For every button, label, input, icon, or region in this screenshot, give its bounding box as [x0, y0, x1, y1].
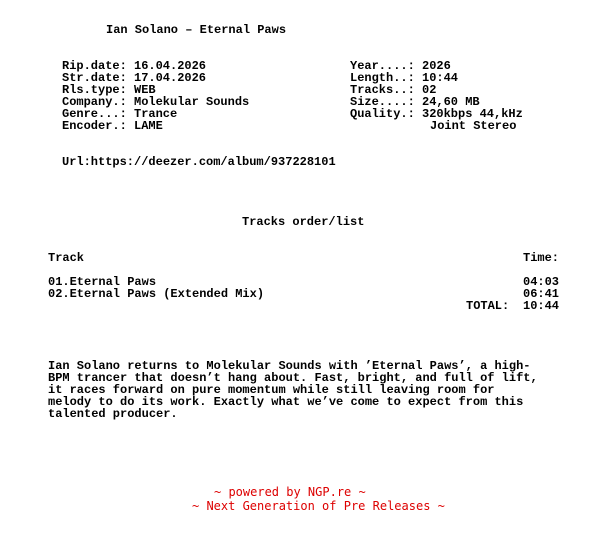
track-name: 02.Eternal Paws (Extended Mix) — [48, 287, 265, 301]
genre-label: Genre...: — [62, 107, 127, 121]
quality-value: 320kbps 44,kHz — [422, 107, 523, 121]
time-column-header: Time: — [523, 251, 560, 265]
total-time: 10:44 — [523, 299, 560, 313]
quality-extra: Joint Stereo — [430, 119, 517, 133]
length-value: 10:44 — [422, 71, 459, 85]
track-column-header: Track — [48, 251, 85, 265]
track-name: 01.Eternal Paws — [48, 275, 157, 289]
ripdate-label: Rip.date: — [62, 59, 127, 73]
track-time: 06:41 — [523, 287, 560, 301]
company-value: Molekular Sounds — [134, 95, 250, 109]
description-line: melody to do its work. Exactly what we’ve come to expect from this — [48, 395, 524, 409]
description-line: Ian Solano returns to Molekular Sounds with ’Eternal Paws’, a high- — [48, 359, 531, 373]
total-label: TOTAL: — [466, 299, 510, 313]
tracklist-heading: Tracks order/list — [242, 215, 365, 229]
company-label: Company.: — [62, 95, 127, 109]
quality-label: Quality.: — [350, 107, 415, 121]
year-label: Year....: — [350, 59, 415, 73]
length-label: Length..: — [350, 71, 415, 85]
rlstype-value: WEB — [134, 83, 156, 97]
genre-value: Trance — [134, 107, 178, 121]
year-value: 2026 — [422, 59, 451, 73]
description-line: it races forward on pure momentum while still leaving room for — [48, 383, 495, 397]
description-line: talented producer. — [48, 407, 178, 421]
encoder-value: LAME — [134, 119, 163, 133]
footer-powered-by: ~ powered by NGP.re ~ — [214, 485, 366, 499]
strdate-label: Str.date: — [62, 71, 127, 85]
release-title: Ian Solano – Eternal Paws — [106, 23, 287, 37]
ripdate-value: 16.04.2026 — [134, 59, 207, 73]
track-time: 04:03 — [523, 275, 560, 289]
track-row — [0, 288, 600, 300]
description-line: BPM trancer that doesn’t hang about. Fast, bright, and full of lift, — [48, 371, 538, 385]
strdate-value: 17.04.2026 — [134, 71, 207, 85]
size-label: Size....: — [350, 95, 415, 109]
footer-tagline: ~ Next Generation of Pre Releases ~ — [192, 499, 445, 513]
rlstype-label: Rls.type: — [62, 83, 127, 97]
size-value: 24,60 MB — [422, 95, 480, 109]
encoder-label: Encoder.: — [62, 119, 127, 133]
tracks-count-label: Tracks..: — [350, 83, 415, 97]
album-url: Url:https://deezer.com/album/937228101 — [62, 155, 336, 169]
tracks-count-value: 02 — [422, 83, 437, 97]
